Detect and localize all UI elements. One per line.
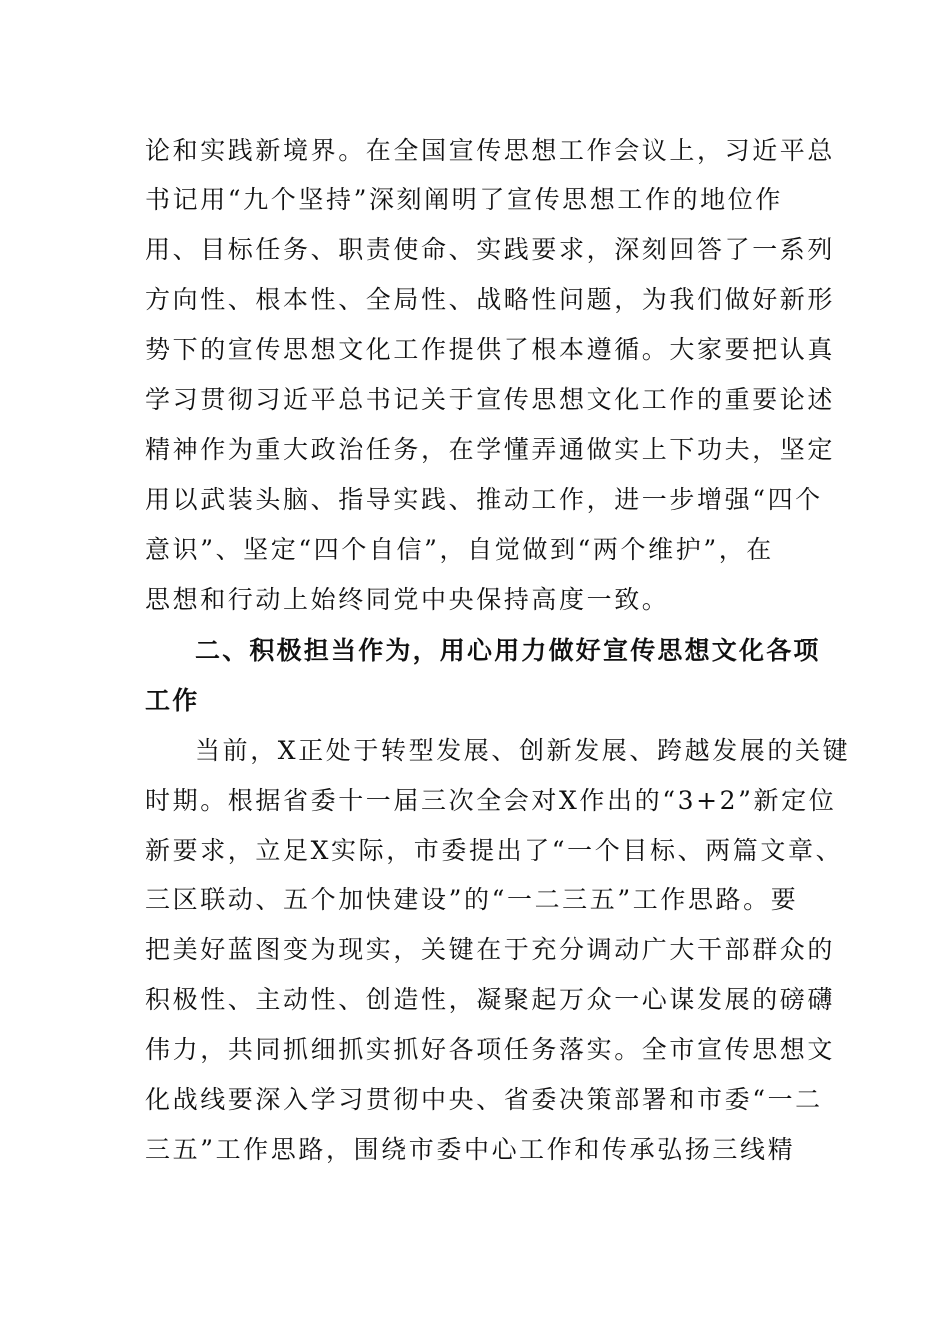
paragraph-1-line-7: 精神作为重大政治任务，在学懂弄通做实上下功夫，坚定 — [145, 435, 836, 464]
paragraph-2-line-6: 积极性、主动性、创造性，凝聚起万众一心谋发展的磅礴 — [145, 985, 836, 1014]
paragraph-1-line-10: 思想和行动上始终同党中央保持高度一致。 — [145, 585, 670, 614]
paragraph-2-line-4: 三区联动、五个加快建设”的“一二三五”工作思路。要 — [145, 885, 799, 914]
paragraph-2-line-2: 时期。根据省委十一届三次全会对X作出的“3+2”新定位 — [145, 786, 837, 815]
paragraph-1-line-3: 用、目标任务、职责使命、实践要求，深刻回答了一系列 — [145, 235, 836, 264]
paragraph-2-line-9: 三五”工作思路，围绕市委中心工作和传承弘扬三线精 — [145, 1135, 796, 1164]
paragraph-1-line-4: 方向性、根本性、全局性、战略性问题，为我们做好新形 — [145, 285, 836, 314]
paragraph-2-line-8: 化战线要深入学习贯彻中央、省委决策部署和市委“一二 — [145, 1085, 823, 1114]
section-heading-line-2: 工作 — [145, 686, 200, 715]
paragraph-1-line-5: 势下的宣传思想文化工作提供了根本遵循。大家要把认真 — [145, 335, 836, 364]
paragraph-2-line-1: 当前，X正处于转型发展、创新发展、跨越发展的关键 — [195, 736, 851, 765]
paragraph-1-line-9: 意识”、坚定“四个自信”，自觉做到“两个维护”，在 — [145, 535, 774, 564]
paragraph-1-line-2: 书记用“九个坚持”深刻阐明了宣传思想工作的地位作 — [145, 185, 783, 214]
paragraph-1-line-6: 学习贯彻习近平总书记关于宣传思想文化工作的重要论述 — [145, 385, 836, 414]
paragraph-2-line-3: 新要求，立足X实际，市委提出了“一个目标、两篇文章、 — [145, 836, 844, 865]
paragraph-1-line-8: 用以武装头脑、指导实践、推动工作，进一步增强“四个 — [145, 485, 823, 514]
paragraph-2-line-7: 伟力，共同抓细抓实抓好各项任务落实。全市宣传思想文 — [145, 1035, 836, 1064]
section-heading-line-1: 二、积极担当作为，用心用力做好宣传思想文化各项 — [195, 636, 821, 665]
paragraph-2-line-5: 把美好蓝图变为现实，关键在于充分调动广大干部群众的 — [145, 935, 836, 964]
paragraph-1-line-1: 论和实践新境界。在全国宣传思想工作会议上，习近平总 — [145, 136, 836, 165]
